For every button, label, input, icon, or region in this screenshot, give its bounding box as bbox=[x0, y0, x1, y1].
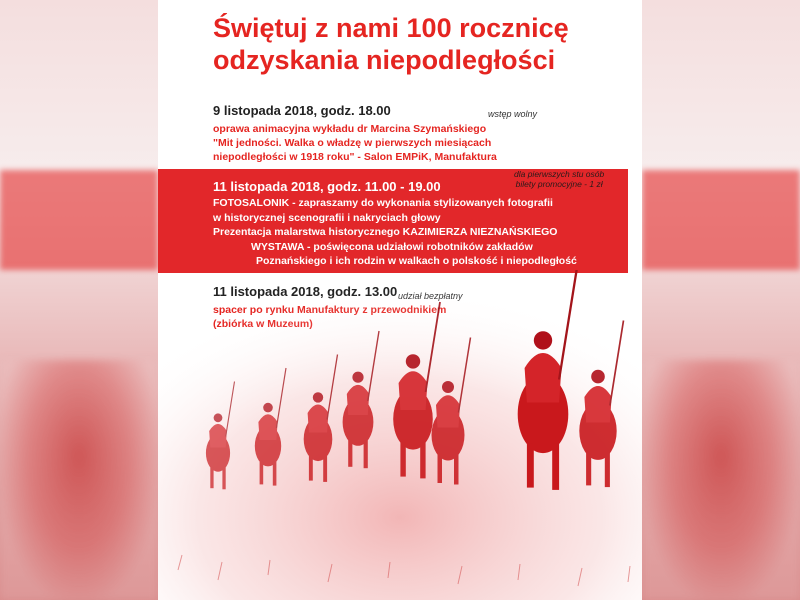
blurred-riders bbox=[642, 360, 800, 600]
event2-line: FOTOSALONIK - zapraszamy do wykonania stylizowanych fotografii bbox=[213, 197, 553, 209]
event1-description bbox=[213, 122, 497, 164]
event2-note-line: bilety promocyjne - 1 zł bbox=[515, 179, 603, 189]
event2-description bbox=[213, 196, 577, 269]
blurred-background-left bbox=[0, 0, 158, 600]
event2-note bbox=[514, 169, 604, 189]
event1-line: oprawa animacyjna wykładu dr Marcina Szymańskiego bbox=[213, 123, 487, 135]
title-line-2: odzyskania niepodległości bbox=[213, 45, 556, 75]
event1-note: wstęp wolny bbox=[488, 109, 538, 119]
event2-line: WYSTAWA - poświęcona udziałowi robotników zakładów bbox=[251, 240, 533, 253]
event-poster bbox=[158, 0, 642, 600]
blurred-band bbox=[0, 170, 158, 270]
blurred-background-right bbox=[642, 0, 800, 600]
event2-date: 11 listopada 2018, godz. 11.00 - 19.00 bbox=[213, 179, 441, 194]
blurred-riders bbox=[0, 360, 158, 600]
cavalry-riders-illustration bbox=[158, 270, 642, 600]
event1-line: niepodległości w 1918 roku" - Salon EMPiK, Manufaktura bbox=[213, 151, 497, 163]
event1-date: 9 listopada 2018, godz. 18.00 bbox=[213, 103, 391, 118]
title-line-1: Świętuj z nami 100 rocznicę bbox=[213, 13, 569, 43]
event2-line: w historycznej scenografii i nakryciach głowy bbox=[213, 211, 441, 224]
event1-line: "Mit jedności. Walka o władzę w pierwszych miesiącach bbox=[213, 137, 492, 149]
event2-line: Poznańskiego i ich rodzin w walkach o polskość i niepodległość bbox=[256, 255, 577, 267]
event2-band bbox=[158, 169, 628, 273]
blurred-band bbox=[642, 170, 800, 270]
event2-note-line: dla pierwszych stu osób bbox=[514, 169, 605, 179]
poster-title bbox=[213, 12, 569, 76]
event2-line: Prezentacja malarstwa historycznego KAZIMIERZA NIEZNAŃSKIEGO bbox=[213, 226, 558, 238]
